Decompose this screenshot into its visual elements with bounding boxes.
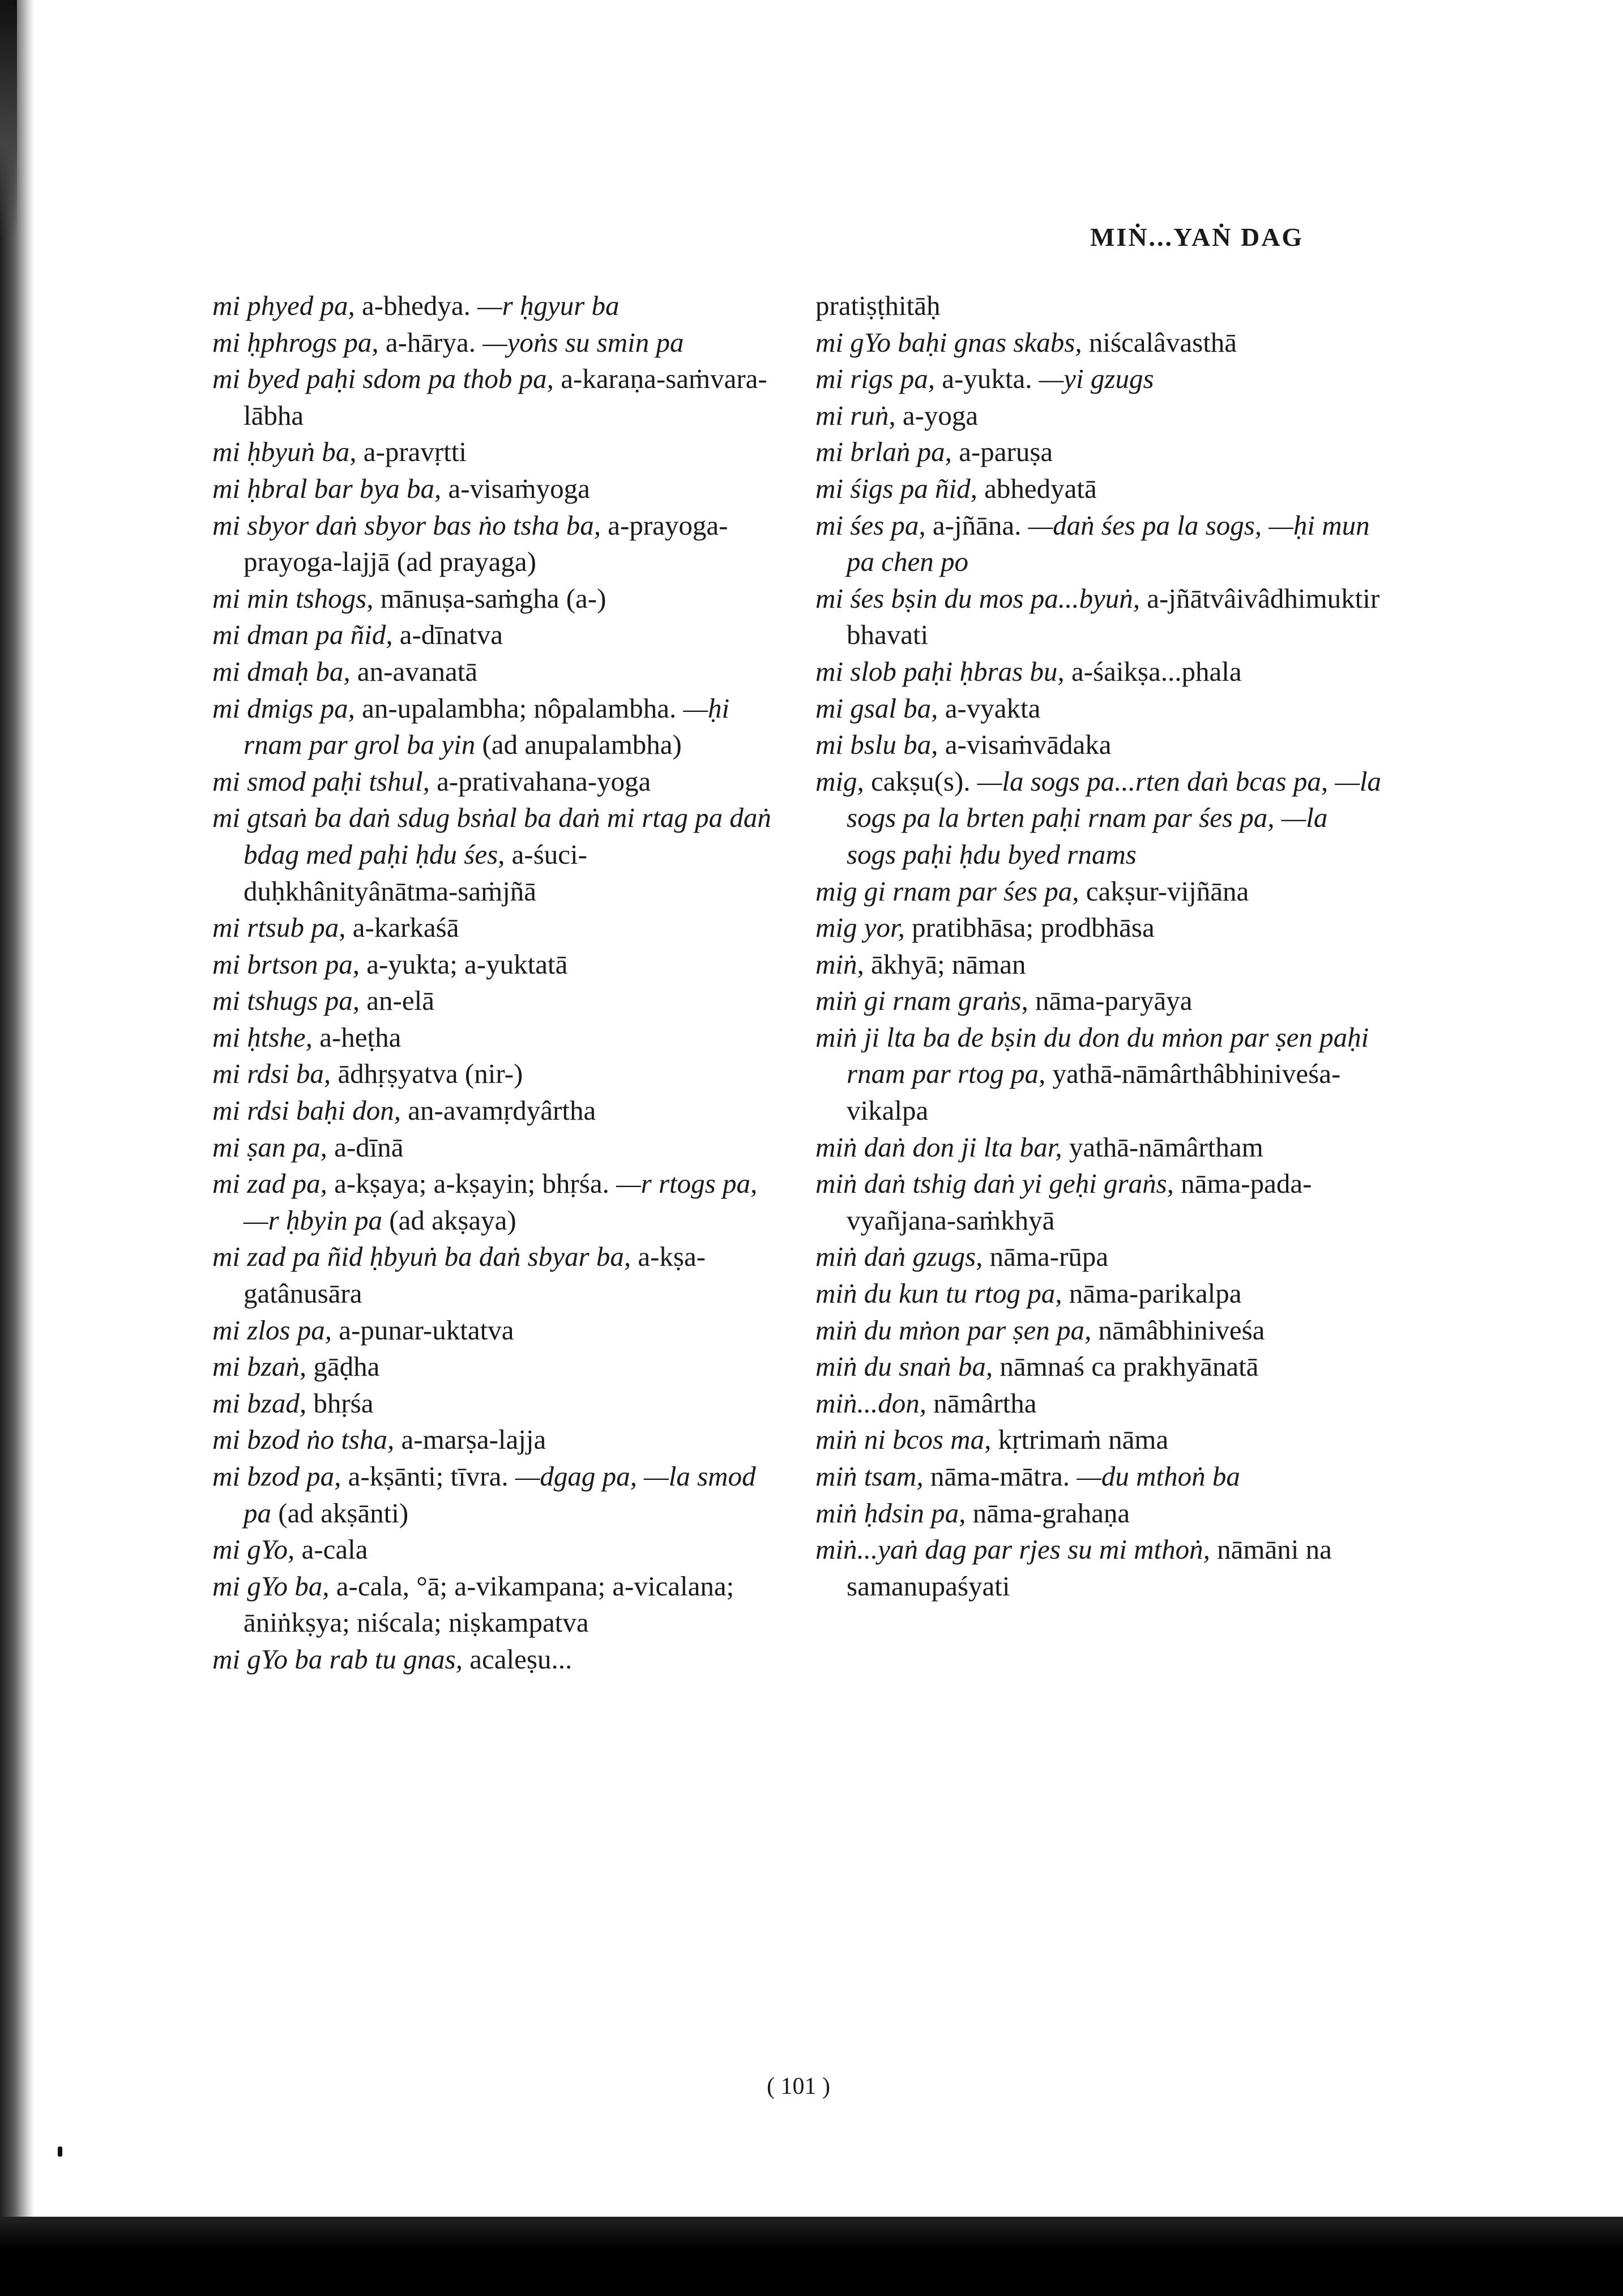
sanskrit-gloss: mānuṣa-saṁgha (a-)	[380, 582, 607, 614]
sanskrit-gloss: a-cala, °ā; a-vikampana; a-vicalana; āniṅkṣya; niścala; niṣkampatva	[244, 1570, 734, 1638]
tibetan-term: —yoṅs su smin pa	[482, 326, 684, 358]
sanskrit-gloss: a-cala	[301, 1534, 368, 1565]
sanskrit-gloss: nāma-mātra.	[930, 1461, 1077, 1492]
sanskrit-gloss: a-karkaśā	[352, 912, 459, 944]
sanskrit-gloss: a-dīnatva	[399, 619, 503, 651]
dictionary-entry	[212, 1166, 779, 1239]
tibetan-term: mi ṣan pa,	[212, 1131, 335, 1163]
dictionary-entry	[815, 690, 1382, 727]
sanskrit-gloss: nāma-grahaṇa	[972, 1497, 1130, 1529]
sanskrit-gloss: a-jñāna.	[932, 509, 1028, 541]
sanskrit-gloss: a-paruṣa	[959, 436, 1053, 468]
tibetan-term: mi ḥtshe,	[212, 1021, 320, 1053]
tibetan-term: mi śigs pa ñid,	[815, 472, 985, 504]
tibetan-term: mi smod paḥi tshul,	[212, 765, 437, 797]
dictionary-entry	[815, 325, 1382, 361]
dictionary-entry	[212, 1641, 779, 1678]
sanskrit-gloss: a-śuci-duḥkhânityânātma-saṁjñā	[244, 838, 587, 907]
dictionary-entry	[815, 1129, 1382, 1166]
sanskrit-gloss: nāmârtha	[933, 1387, 1037, 1419]
dictionary-entry	[212, 1348, 779, 1385]
tibetan-term: mi byed paḥi sdom pa thob pa,	[212, 363, 561, 395]
dictionary-entry	[212, 690, 779, 763]
tibetan-term: miṅ gi rnam graṅs,	[815, 985, 1035, 1017]
tibetan-term: mi zad pa ñid ḥbyuṅ ba daṅ sbyar ba,	[212, 1241, 638, 1273]
tibetan-term: —daṅ śes pa la sogs, —ḥi mun pa chen po	[847, 509, 1370, 578]
tibetan-term: mi sbyor daṅ sbyor bas ṅo tsha ba,	[212, 509, 608, 541]
tibetan-term: miṅ du mṅon par ṣen pa,	[815, 1314, 1099, 1346]
tibetan-term: mi gsal ba,	[815, 692, 945, 724]
sanskrit-gloss: a-visaṁyoga	[448, 472, 590, 504]
dictionary-entry	[212, 983, 779, 1019]
tibetan-term: mi ḥphrogs pa,	[212, 326, 386, 358]
page-number: ( 101 )	[767, 2073, 830, 2099]
sanskrit-gloss: an-avamṛdyârtha	[408, 1095, 596, 1126]
dictionary-entry	[212, 507, 779, 581]
dictionary-entry	[815, 1531, 1382, 1604]
tibetan-term: —dgag pa, —la smod pa	[244, 1461, 756, 1529]
tibetan-term: mi dmaḥ ba,	[212, 655, 357, 687]
dictionary-entry	[212, 1239, 779, 1312]
dictionary-entry	[212, 361, 779, 434]
sanskrit-gloss: ākhyā; nāman	[871, 948, 1026, 980]
dictionary-entry	[815, 873, 1382, 910]
dictionary-entry	[815, 1166, 1382, 1239]
tibetan-term: mi rtsub pa,	[212, 912, 353, 944]
dictionary-entry	[212, 1422, 779, 1458]
tibetan-term: miṅ...yaṅ dag par rjes su mi mthoṅ,	[815, 1534, 1218, 1565]
dictionary-entry	[212, 325, 779, 361]
dictionary-entry	[815, 654, 1382, 690]
dictionary-entry	[212, 1458, 779, 1531]
tibetan-term: mi ḥbral bar bya ba,	[212, 472, 449, 504]
tibetan-term: mi śes bṣin du mos pa...byuṅ,	[815, 582, 1147, 614]
sanskrit-gloss: an-elā	[366, 985, 434, 1017]
tibetan-term: mi gYo baḥi gnas skabs,	[815, 326, 1089, 358]
sanskrit-gloss: a-yukta.	[942, 363, 1039, 395]
sanskrit-gloss: niścalâvasthā	[1088, 326, 1237, 358]
tibetan-term: miṅ ji lta ba de bṣin du don du mṅon par ṣen paḥi rnam par rtog pa,	[815, 1021, 1369, 1090]
dictionary-entry	[815, 1385, 1382, 1422]
tibetan-term: mi bzod ṅo tsha,	[212, 1424, 402, 1456]
scan-speck	[58, 2146, 62, 2157]
dictionary-entry	[815, 1348, 1382, 1385]
tibetan-term: mi dmigs pa,	[212, 692, 362, 724]
dictionary-entry	[212, 617, 779, 654]
tibetan-term: miṅ daṅ tshig daṅ yi geḥi graṅs,	[815, 1168, 1181, 1200]
dictionary-entry	[212, 1056, 779, 1092]
sanskrit-gloss: nāmāni na samanupaśyati	[847, 1534, 1332, 1602]
dictionary-entry	[212, 946, 779, 983]
sanskrit-gloss: a-yoga	[902, 399, 979, 431]
dictionary-entry	[815, 361, 1382, 398]
tibetan-term: mi gYo,	[212, 1534, 302, 1565]
tibetan-term: —la sogs pa...rten daṅ bcas pa, —la sogs pa la brten paḥi rnam par śes pa, —la sogs paḥi ḥdu byed rnams	[847, 765, 1382, 870]
tibetan-term: mi gYo ba,	[212, 1570, 336, 1602]
dictionary-entry	[815, 581, 1382, 654]
sanskrit-gloss: a-visaṁvādaka	[945, 729, 1112, 761]
tibetan-term: mi ḥbyuṅ ba,	[212, 436, 364, 468]
sanskrit-gloss: nāma-pada-vyañjana-saṁkhyā	[847, 1168, 1312, 1236]
sanskrit-gloss: a-bhedya.	[362, 290, 478, 321]
tibetan-term: mi śes pa,	[815, 509, 933, 541]
dictionary-entry	[212, 1092, 779, 1129]
tibetan-term: mig,	[815, 765, 871, 797]
tibetan-term: —ḥi rnam par grol ba yin	[244, 692, 730, 761]
dictionary-entry	[815, 1019, 1382, 1129]
dictionary-entry	[212, 581, 779, 617]
sanskrit-gloss: a-heṭha	[319, 1021, 402, 1053]
sanskrit-gloss: pratibhāsa; prodbhāsa	[912, 912, 1155, 944]
sanskrit-gloss: (ad akṣaya)	[389, 1204, 516, 1236]
dictionary-entry	[815, 727, 1382, 763]
sanskrit-gloss: a-yukta; a-yuktatā	[366, 948, 568, 980]
tibetan-term: mi phyed pa,	[212, 290, 362, 321]
sanskrit-gloss: abhedyatā	[984, 472, 1097, 504]
sanskrit-gloss: a-vyakta	[945, 692, 1041, 724]
sanskrit-gloss: nāma-paryāya	[1035, 985, 1193, 1017]
dictionary-entry	[212, 910, 779, 946]
running-head: MIṄ...YAṄ DAG	[1090, 223, 1304, 251]
tibetan-term: mi zlos pa,	[212, 1314, 339, 1346]
sanskrit-gloss: a-marṣa-lajja	[401, 1424, 546, 1456]
dictionary-entry	[212, 1129, 779, 1166]
tibetan-term: mi zad pa,	[212, 1168, 335, 1200]
tibetan-term: miṅ du snaṅ ba,	[815, 1351, 1000, 1382]
dictionary-entry	[815, 946, 1382, 983]
sanskrit-gloss: kṛtrimaṁ nāma	[998, 1424, 1169, 1456]
dictionary-entry	[815, 1239, 1382, 1275]
dictionary-entry	[815, 507, 1382, 581]
sanskrit-gloss: nāmnaś ca prakhyānatā	[1000, 1351, 1259, 1382]
dictionary-entry	[815, 1275, 1382, 1312]
sanskrit-gloss: a-kṣānti; tīvra.	[348, 1461, 515, 1492]
sanskrit-gloss: acaleṣu...	[469, 1643, 573, 1675]
dictionary-entry	[815, 1422, 1382, 1458]
sanskrit-gloss: (ad akṣānti)	[278, 1497, 409, 1529]
tibetan-term: miṅ...don,	[815, 1387, 934, 1419]
sanskrit-gloss: nāmâbhiniveśa	[1098, 1314, 1265, 1346]
scan-left-edge	[0, 0, 34, 2296]
dictionary-entry	[815, 910, 1382, 946]
scan-left-shadow	[0, 0, 17, 238]
tibetan-term: mi rigs pa,	[815, 363, 942, 395]
dictionary-entry	[212, 1019, 779, 1056]
tibetan-term: mi bzaṅ,	[212, 1351, 314, 1382]
tibetan-term: mi dman pa ñid,	[212, 619, 400, 651]
tibetan-term: mi bslu ba,	[815, 729, 945, 761]
dictionary-entry	[815, 434, 1382, 471]
dictionary-entry	[212, 434, 779, 471]
tibetan-term: mi gtsaṅ ba daṅ sdug bsṅal ba daṅ mi rtag pa daṅ bdag med paḥi ḥdu śes,	[212, 802, 771, 870]
tibetan-term: miṅ,	[815, 948, 871, 980]
dictionary-entry	[212, 654, 779, 690]
dictionary-entry	[815, 398, 1382, 434]
sanskrit-gloss: a-kṣaya; a-kṣayin; bhṛśa.	[334, 1168, 617, 1200]
dictionary-entry	[815, 288, 1382, 325]
tibetan-term: mi bzod pa,	[212, 1461, 348, 1492]
sanskrit-gloss: a-prayoga-prayoga-lajjā (ad prayaga)	[244, 509, 728, 578]
dictionary-entry	[212, 1312, 779, 1349]
dictionary-entry	[815, 1458, 1382, 1495]
tibetan-term: —yi gzugs	[1039, 363, 1154, 395]
tibetan-term: mig yor,	[815, 912, 912, 944]
tibetan-term: miṅ tsam,	[815, 1461, 930, 1492]
dictionary-entry	[212, 1531, 779, 1568]
dictionary-entry	[212, 1385, 779, 1422]
dictionary-entry	[815, 763, 1382, 873]
sanskrit-gloss: gāḍha	[313, 1351, 380, 1382]
tibetan-term: miṅ daṅ don ji lta bar,	[815, 1131, 1069, 1163]
tibetan-term: mi ruṅ,	[815, 399, 903, 431]
sanskrit-gloss: nāma-rūpa	[989, 1241, 1109, 1273]
dictionary-entry	[212, 1568, 779, 1641]
tibetan-term: miṅ ḥdsin pa,	[815, 1497, 973, 1529]
sanskrit-gloss: a-punar-uktatva	[339, 1314, 514, 1346]
tibetan-term: mi rdsi baḥi don,	[212, 1095, 408, 1126]
left-column	[212, 288, 779, 1678]
scan-bottom-band	[0, 2217, 1623, 2296]
tibetan-term: mi slob paḥi ḥbras bu,	[815, 655, 1071, 687]
dictionary-entry	[212, 800, 779, 910]
tibetan-term: mi min tshogs,	[212, 582, 381, 614]
sanskrit-gloss: cakṣu(s).	[871, 765, 977, 797]
tibetan-term: —du mthoṅ ba	[1077, 1461, 1240, 1492]
dictionary-entry	[212, 471, 779, 507]
sanskrit-gloss: an-upalambha; nôpalambha.	[362, 692, 684, 724]
sanskrit-gloss: an-avanatā	[357, 655, 478, 687]
sanskrit-gloss: (ad anupalambha)	[482, 729, 682, 761]
tibetan-term: mi brtson pa,	[212, 948, 367, 980]
tibetan-term: mi rdsi ba,	[212, 1058, 338, 1090]
sanskrit-gloss: yathā-nāmârthâbhiniveśa-vikalpa	[847, 1058, 1341, 1126]
right-column	[815, 288, 1382, 1604]
tibetan-term: miṅ du kun tu rtog pa,	[815, 1278, 1069, 1309]
tibetan-term: mi gYo ba rab tu gnas,	[212, 1643, 470, 1675]
sanskrit-gloss: a-pravṛtti	[363, 436, 467, 468]
dictionary-entry	[815, 1312, 1382, 1349]
tibetan-term: mi bzad,	[212, 1387, 314, 1419]
sanskrit-gloss: a-jñātvâivâdhimuktir bhavati	[847, 582, 1380, 651]
sanskrit-gloss: a-karaṇa-saṁvara-lābha	[244, 363, 767, 431]
dictionary-entry	[212, 288, 779, 325]
dictionary-entry	[815, 1495, 1382, 1532]
sanskrit-gloss: a-hārya.	[385, 326, 483, 358]
dictionary-entry	[815, 983, 1382, 1019]
tibetan-term: —r rtogs pa, —r ḥbyin pa	[244, 1168, 758, 1236]
dictionary-entry	[815, 471, 1382, 507]
sanskrit-gloss: yathā-nāmârtham	[1069, 1131, 1263, 1163]
tibetan-term: miṅ daṅ gzugs,	[815, 1241, 990, 1273]
tibetan-term: mi brlaṅ pa,	[815, 436, 959, 468]
tibetan-term: miṅ ni bcos ma,	[815, 1424, 998, 1456]
tibetan-term: mig gi rnam par śes pa,	[815, 875, 1086, 907]
sanskrit-gloss: a-kṣa-gatânusāra	[244, 1241, 706, 1309]
sanskrit-gloss: bhṛśa	[313, 1387, 374, 1419]
tibetan-term: mi tshugs pa,	[212, 985, 367, 1017]
sanskrit-gloss: cakṣur-vijñāna	[1086, 875, 1249, 907]
tibetan-term: —r ḥgyur ba	[477, 290, 620, 321]
sanskrit-gloss: a-śaikṣa...phala	[1071, 655, 1242, 687]
sanskrit-gloss: ādhṛṣyatva (nir-)	[338, 1058, 523, 1090]
dictionary-entry	[212, 763, 779, 800]
sanskrit-gloss: pratiṣṭhitāḥ	[815, 290, 941, 321]
sanskrit-gloss: nāma-parikalpa	[1069, 1278, 1242, 1309]
sanskrit-gloss: a-prativahana-yoga	[437, 765, 651, 797]
sanskrit-gloss: a-dīnā	[334, 1131, 404, 1163]
